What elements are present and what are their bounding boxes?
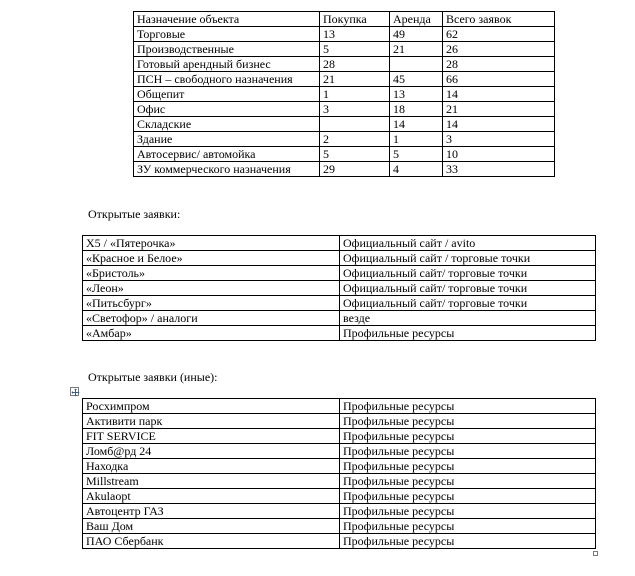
table-cell: 1	[390, 132, 443, 147]
table-row	[134, 72, 555, 87]
table-cell: Готовый арендный бизнес	[134, 57, 320, 72]
table-cell: Профильные ресурсы	[340, 504, 596, 519]
table-cell: Х5 / «Пятерочка»	[83, 236, 340, 251]
table-cell: «Светофор» / аналоги	[83, 311, 340, 326]
table-row	[83, 474, 596, 489]
table-header-row	[134, 12, 555, 27]
table-cell: Akulaopt	[83, 489, 340, 504]
table-cell: 21	[443, 102, 555, 117]
table-cell	[320, 117, 390, 132]
table-cell: Автосервис/ автомойка	[134, 147, 320, 162]
table-row	[83, 311, 596, 326]
open-requests-other-caption: Открытые заявки (иные):	[88, 370, 218, 384]
table-cell: Находка	[83, 459, 340, 474]
table-cell: 5	[320, 42, 390, 57]
table-cell: 5	[320, 147, 390, 162]
table-row	[83, 266, 596, 281]
table-cell: Официальный сайт/ торговые точки	[340, 281, 596, 296]
table-cell: Складские	[134, 117, 320, 132]
table-cell: ПАО Сбербанк	[83, 534, 340, 549]
table-row	[83, 519, 596, 534]
open-requests-table	[82, 235, 596, 341]
table-cell: 10	[443, 147, 555, 162]
open-requests-other-table	[82, 398, 596, 549]
table-cell: 3	[320, 102, 390, 117]
table-cell: 45	[390, 72, 443, 87]
table-cell: 21	[390, 42, 443, 57]
table-row	[83, 326, 596, 341]
object-type-table	[133, 11, 555, 177]
table-cell: Профильные ресурсы	[340, 519, 596, 534]
table-cell: «Красное и Белое»	[83, 251, 340, 266]
table-cell: Профильные ресурсы	[340, 489, 596, 504]
table-cell: Торговые	[134, 27, 320, 42]
table-row	[134, 57, 555, 72]
table-cell: Профильные ресурсы	[340, 429, 596, 444]
open-requests-caption: Открытые заявки:	[88, 207, 181, 221]
table-cell	[390, 57, 443, 72]
table-row	[134, 27, 555, 42]
table-row	[134, 162, 555, 177]
table-cell: 13	[390, 87, 443, 102]
table-row	[83, 489, 596, 504]
table-row	[83, 504, 596, 519]
table-row	[83, 296, 596, 311]
table-cell: Ломб@рд 24	[83, 444, 340, 459]
table-cell: Автоцентр ГАЗ	[83, 504, 340, 519]
table-cell: Профильные ресурсы	[340, 534, 596, 549]
table-cell: Профильные ресурсы	[340, 444, 596, 459]
table-cell: Ваш Дом	[83, 519, 340, 534]
table-cell: 28	[320, 57, 390, 72]
table-row	[134, 87, 555, 102]
table-cell: Профильные ресурсы	[340, 326, 596, 341]
table-cell: 14	[443, 117, 555, 132]
table-row	[83, 444, 596, 459]
table-cell: Официальный сайт/ торговые точки	[340, 296, 596, 311]
table-cell: «Питьсбург»	[83, 296, 340, 311]
table-header-cell: Всего заявок	[443, 12, 555, 27]
table-cell: 28	[443, 57, 555, 72]
table-cell: Росхимпром	[83, 399, 340, 414]
table-header-cell: Аренда	[390, 12, 443, 27]
table-cell: Профильные ресурсы	[340, 474, 596, 489]
table-cell: везде	[340, 311, 596, 326]
table-cell: ПСН – свободного назначения	[134, 72, 320, 87]
table-cell: 29	[320, 162, 390, 177]
table-cell: Профильные ресурсы	[340, 399, 596, 414]
table-row	[83, 459, 596, 474]
table-cell: 18	[390, 102, 443, 117]
table-cell: Общепит	[134, 87, 320, 102]
table-row	[134, 132, 555, 147]
table-header-cell: Назначение объекта	[134, 12, 320, 27]
table-row	[83, 251, 596, 266]
table-row	[83, 429, 596, 444]
table-row	[134, 147, 555, 162]
table-cell: «Леон»	[83, 281, 340, 296]
table-cell: Здание	[134, 132, 320, 147]
table-row	[83, 236, 596, 251]
table-row	[83, 414, 596, 429]
table-cell: Официальный сайт/ торговые точки	[340, 266, 596, 281]
table-row	[134, 102, 555, 117]
table-cell: 14	[443, 87, 555, 102]
table-row	[83, 534, 596, 549]
table-cell: 62	[443, 27, 555, 42]
table-cell: 49	[390, 27, 443, 42]
table-cell: «Амбар»	[83, 326, 340, 341]
table-cell: 14	[390, 117, 443, 132]
table-cell: 33	[443, 162, 555, 177]
table-cell: Millstream	[83, 474, 340, 489]
table-cell: 26	[443, 42, 555, 57]
table-cell: ЗУ коммерческого назначения	[134, 162, 320, 177]
table-cell: 1	[320, 87, 390, 102]
table-row	[134, 117, 555, 132]
table-row	[83, 281, 596, 296]
table-row	[83, 399, 596, 414]
table-cell: 21	[320, 72, 390, 87]
table-cell: «Бристоль»	[83, 266, 340, 281]
table-cell: Официальный сайт / торговые точки	[340, 251, 596, 266]
table-cell: 4	[390, 162, 443, 177]
table-cell: 66	[443, 72, 555, 87]
table-cell: Активити парк	[83, 414, 340, 429]
table-cell: 13	[320, 27, 390, 42]
table-cell: Профильные ресурсы	[340, 459, 596, 474]
table-header-cell: Покупка	[320, 12, 390, 27]
table-cell: 5	[390, 147, 443, 162]
table-move-icon[interactable]	[70, 387, 79, 396]
table-cell: FIT SERVICE	[83, 429, 340, 444]
table-row	[134, 42, 555, 57]
table-resize-icon[interactable]	[593, 551, 598, 556]
table-cell: Официальный сайт / avito	[340, 236, 596, 251]
table-cell: Производственные	[134, 42, 320, 57]
table-cell: Профильные ресурсы	[340, 414, 596, 429]
table-cell: 3	[443, 132, 555, 147]
table-cell: 2	[320, 132, 390, 147]
table-cell: Офис	[134, 102, 320, 117]
